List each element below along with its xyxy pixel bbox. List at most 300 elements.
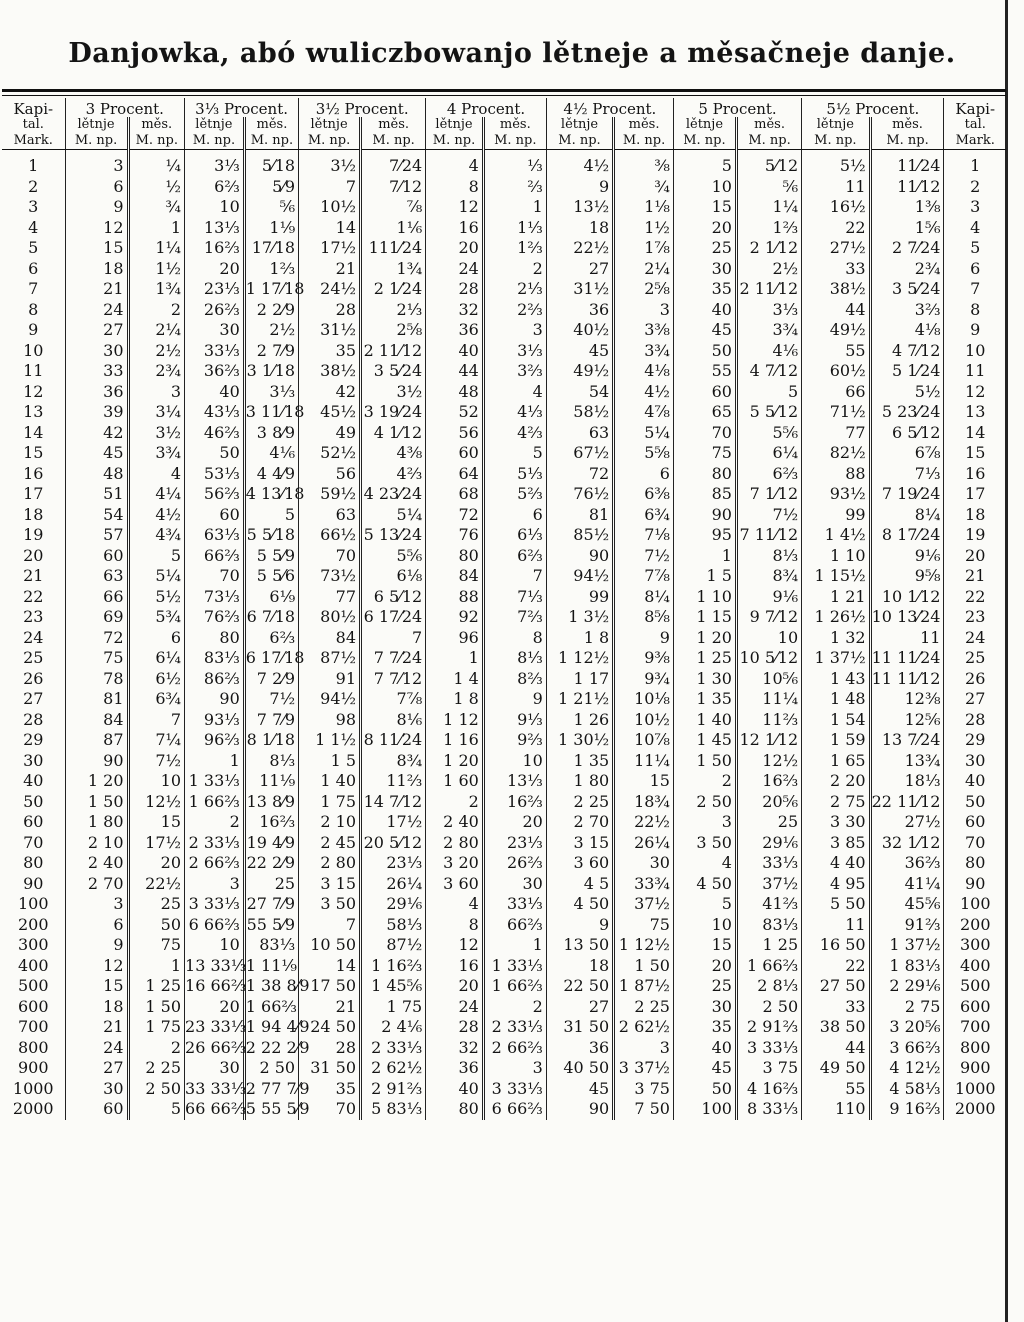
monthly-interest-cell: 5½ — [870, 382, 944, 403]
yearly-interest-cell: 1 80 — [65, 812, 128, 833]
table-row — [2, 730, 1006, 751]
capital-cell-right: 800 — [944, 1038, 1006, 1059]
monthly-interest-cell: 4⅞ — [614, 402, 674, 423]
monthly-interest-cell: 11⅔ — [736, 710, 801, 731]
yearly-interest-cell: 1 48 — [802, 689, 870, 710]
yearly-interest-cell: 63 — [546, 423, 613, 444]
yearly-interest-cell: 54 — [546, 382, 613, 403]
table-row — [2, 279, 1006, 300]
monthly-interest-cell: 6¼ — [736, 443, 801, 464]
monthly-interest-cell: 1 75 — [128, 1017, 184, 1038]
yearly-interest-cell: 1 60 — [426, 771, 484, 792]
yearly-interest-cell: 3 15 — [299, 874, 361, 895]
yearly-interest-cell: 36 — [546, 1038, 613, 1059]
capital-cell-right: 7 — [944, 279, 1006, 300]
monthly-interest-cell: 7 19⁄24 — [870, 484, 944, 505]
yearly-interest-cell: 64 — [426, 464, 484, 485]
monthly-interest-cell: 2 50 — [736, 997, 801, 1018]
yearly-interest-cell: 1 12½ — [546, 648, 613, 669]
table-row — [2, 464, 1006, 485]
header-unit-yearly: M. np. — [802, 133, 870, 150]
monthly-interest-cell: 4 58⅓ — [870, 1079, 944, 1100]
yearly-interest-cell: 66½ — [299, 525, 361, 546]
yearly-interest-cell: 24 50 — [299, 1017, 361, 1038]
yearly-interest-cell: 22 — [802, 218, 870, 239]
yearly-interest-cell: 6⅔ — [185, 177, 245, 198]
header-sub-monthly: měs. — [870, 117, 944, 133]
yearly-interest-cell: 94½ — [299, 689, 361, 710]
yearly-interest-cell: 21 — [299, 259, 361, 280]
yearly-interest-cell: 2 45 — [299, 833, 361, 854]
capital-cell-right: 5 — [944, 238, 1006, 259]
yearly-interest-cell: 36 — [546, 300, 613, 321]
monthly-interest-cell: 3⅔ — [483, 361, 546, 382]
yearly-interest-cell: 20 — [426, 976, 484, 997]
yearly-interest-cell: 56⅔ — [185, 484, 245, 505]
capital-cell: 2000 — [12, 1099, 54, 1118]
yearly-interest-cell: 12 — [426, 197, 484, 218]
yearly-interest-cell: 4 50 — [673, 874, 736, 895]
yearly-interest-cell: 45½ — [299, 402, 361, 423]
yearly-interest-cell: 65 — [673, 402, 736, 423]
yearly-interest-cell: 96⅔ — [185, 730, 245, 751]
yearly-interest-cell: 66 — [65, 587, 128, 608]
yearly-interest-cell: 52 — [426, 402, 484, 423]
header-capital-right: Kapi- — [944, 98, 1006, 117]
monthly-interest-cell: 3⅓ — [244, 382, 298, 403]
monthly-interest-cell: 14 7⁄12 — [361, 792, 426, 813]
monthly-interest-cell: 87½ — [361, 935, 426, 956]
yearly-interest-cell: 18 — [65, 997, 128, 1018]
yearly-interest-cell: 33 — [802, 259, 870, 280]
capital-cell: 8 — [28, 299, 39, 319]
header-sub-monthly: měs. — [483, 117, 546, 133]
table-row — [2, 525, 1006, 546]
capital-cell: 16 — [23, 463, 44, 483]
yearly-interest-cell: 20 — [426, 238, 484, 259]
yearly-interest-cell: 1 25 — [673, 648, 736, 669]
capital-cell: 20 — [23, 545, 44, 565]
monthly-interest-cell: 7 11⁄12 — [736, 525, 801, 546]
capital-cell-right: 90 — [944, 874, 1006, 895]
monthly-interest-cell: 1⅔ — [483, 238, 546, 259]
monthly-interest-cell: 11 11⁄24 — [870, 648, 944, 669]
monthly-interest-cell: 37½ — [736, 874, 801, 895]
monthly-interest-cell: 4 — [483, 382, 546, 403]
yearly-interest-cell: 5 — [673, 894, 736, 915]
yearly-interest-cell: 76½ — [546, 484, 613, 505]
yearly-interest-cell: 14 — [299, 956, 361, 977]
yearly-interest-cell: 77 — [299, 587, 361, 608]
yearly-interest-cell: 10 — [185, 935, 245, 956]
yearly-interest-cell: 40 — [185, 382, 245, 403]
monthly-interest-cell: 8 1⁄18 — [244, 730, 298, 751]
monthly-interest-cell: 3⅜ — [614, 320, 674, 341]
monthly-interest-cell: 7½ — [736, 505, 801, 526]
monthly-interest-cell: 5 83⅓ — [361, 1099, 426, 1120]
yearly-interest-cell: 88 — [426, 587, 484, 608]
monthly-interest-cell: 20 — [483, 812, 546, 833]
monthly-interest-cell: 1 25 — [736, 935, 801, 956]
monthly-interest-cell: 7¼ — [128, 730, 184, 751]
header-sub-yearly: lětnje — [673, 117, 736, 133]
table-row — [2, 505, 1006, 526]
monthly-interest-cell: 1 16⅔ — [361, 956, 426, 977]
monthly-interest-cell: 6 5⁄12 — [361, 587, 426, 608]
yearly-interest-cell: 30 — [185, 320, 245, 341]
yearly-interest-cell: 33 — [65, 361, 128, 382]
yearly-interest-cell: 21 — [65, 1017, 128, 1038]
header-sub-monthly: měs. — [736, 117, 801, 133]
monthly-interest-cell: 7 7⁄24 — [361, 648, 426, 669]
table-row — [2, 689, 1006, 710]
yearly-interest-cell: 4½ — [546, 150, 613, 177]
yearly-interest-cell: 26 66⅔ — [185, 1037, 247, 1057]
monthly-interest-cell: 6 — [614, 464, 674, 485]
capital-cell: 90 — [23, 873, 44, 893]
monthly-interest-cell: 5 — [128, 1099, 184, 1120]
capital-cell-right: 20 — [944, 546, 1006, 567]
capital-cell: 18 — [23, 504, 44, 524]
monthly-interest-cell: 6¾ — [128, 689, 184, 710]
yearly-interest-cell: 80½ — [299, 607, 361, 628]
table-row — [2, 218, 1006, 239]
yearly-interest-cell: 42 — [299, 382, 361, 403]
yearly-interest-cell: 36 — [426, 1058, 484, 1079]
capital-cell: 200 — [17, 914, 49, 934]
yearly-interest-cell: 1 — [185, 751, 245, 772]
capital-cell-right: 50 — [944, 792, 1006, 813]
yearly-interest-cell: 16½ — [802, 197, 870, 218]
header-sub-yearly: lětnje — [426, 117, 484, 133]
monthly-interest-cell: 8¾ — [736, 566, 801, 587]
yearly-interest-cell: 110 — [802, 1099, 870, 1120]
header-unit-monthly: M. np. — [736, 133, 801, 150]
monthly-interest-cell: 1⅛ — [614, 197, 674, 218]
yearly-interest-cell: 1 37½ — [802, 648, 870, 669]
capital-cell: 900 — [17, 1058, 49, 1077]
yearly-interest-cell: 36 — [65, 382, 128, 403]
monthly-interest-cell: 1 94 4⁄9 — [245, 1017, 310, 1036]
yearly-interest-cell: 40 — [426, 341, 484, 362]
table-row — [2, 300, 1006, 321]
yearly-interest-cell: 1 40 — [673, 710, 736, 731]
yearly-interest-cell: 1 20 — [426, 751, 484, 772]
yearly-interest-cell: 6 — [65, 915, 128, 936]
yearly-interest-cell: 27 — [65, 320, 128, 341]
yearly-interest-cell: 90 — [185, 689, 245, 710]
yearly-interest-cell: 16 — [426, 218, 484, 239]
monthly-interest-cell: 1⅚ — [870, 218, 944, 239]
yearly-interest-cell: 3 — [185, 874, 245, 895]
yearly-interest-cell: 55 — [802, 1079, 870, 1100]
monthly-interest-cell: 6 17⁄18 — [245, 648, 305, 667]
yearly-interest-cell: 11 — [802, 177, 870, 198]
monthly-interest-cell: 11⁄12 — [870, 177, 944, 198]
capital-cell-right: 29 — [944, 730, 1006, 751]
yearly-interest-cell: 73⅓ — [185, 587, 245, 608]
capital-cell-right: 26 — [944, 669, 1006, 690]
monthly-interest-cell: 7½ — [614, 546, 674, 567]
table-row — [2, 423, 1006, 444]
yearly-interest-cell: 55 — [802, 341, 870, 362]
yearly-interest-cell: 27 — [546, 259, 613, 280]
yearly-interest-cell: 45 — [673, 1058, 736, 1079]
yearly-interest-cell: 2 50 — [673, 792, 736, 813]
header-capital-left-sub: tal. — [22, 117, 44, 132]
yearly-interest-cell: 90 — [546, 546, 613, 567]
monthly-interest-cell: 11¼ — [736, 689, 801, 710]
yearly-interest-cell: 1 35 — [546, 751, 613, 772]
yearly-interest-cell: 1 30 — [673, 669, 736, 690]
monthly-interest-cell: 2½ — [736, 259, 801, 280]
yearly-interest-cell: 96 — [426, 628, 484, 649]
monthly-interest-cell: 3¾ — [614, 341, 674, 362]
yearly-interest-cell: 1 26 — [546, 710, 613, 731]
capital-cell-right: 900 — [944, 1058, 1006, 1079]
yearly-interest-cell: 1 21½ — [546, 689, 613, 710]
header-unit-monthly: M. np. — [483, 133, 546, 150]
capital-cell-right: 4 — [944, 218, 1006, 239]
monthly-interest-cell: 1¼ — [128, 238, 184, 259]
monthly-interest-cell: 12½ — [736, 751, 801, 772]
monthly-interest-cell: 5½ — [128, 587, 184, 608]
yearly-interest-cell: 10 — [673, 177, 736, 198]
yearly-interest-cell: 1 5 — [673, 566, 736, 587]
monthly-interest-cell: 3 — [128, 382, 184, 403]
monthly-interest-cell: 18⅓ — [870, 771, 944, 792]
monthly-interest-cell: 9 16⅔ — [870, 1099, 944, 1120]
yearly-interest-cell: 4 50 — [546, 894, 613, 915]
header-unit-yearly: M. np. — [65, 133, 128, 150]
yearly-interest-cell: 2 33⅓ — [185, 833, 245, 854]
monthly-interest-cell: 30 — [483, 874, 546, 895]
monthly-interest-cell: 2½ — [128, 341, 184, 362]
capital-cell: 22 — [23, 586, 44, 606]
monthly-interest-cell: 4⅔ — [361, 464, 426, 485]
monthly-interest-cell: 16⅔ — [483, 792, 546, 813]
capital-cell-right: 12 — [944, 382, 1006, 403]
yearly-interest-cell: 4 95 — [802, 874, 870, 895]
capital-cell: 700 — [17, 1017, 49, 1036]
monthly-interest-cell: 22½ — [128, 874, 184, 895]
yearly-interest-cell: 20 — [673, 218, 736, 239]
capital-cell-right: 1000 — [944, 1079, 1006, 1100]
yearly-interest-cell: 31½ — [299, 320, 361, 341]
monthly-interest-cell: 10 — [483, 751, 546, 772]
yearly-interest-cell: 66 66⅔ — [185, 1099, 247, 1118]
capital-cell-right: 100 — [944, 894, 1006, 915]
monthly-interest-cell: 5⅚ — [736, 423, 801, 444]
capital-cell-right: 60 — [944, 812, 1006, 833]
monthly-interest-cell: 10 13⁄24 — [870, 607, 944, 628]
yearly-interest-cell: 3 50 — [673, 833, 736, 854]
monthly-interest-cell: 2 — [483, 997, 546, 1018]
yearly-interest-cell: 85 — [673, 484, 736, 505]
capital-cell-right: 9 — [944, 320, 1006, 341]
yearly-interest-cell: 3 — [673, 812, 736, 833]
header-rate-3-1-2: 3½ Procent. — [299, 98, 426, 117]
monthly-interest-cell: 1⅙ — [361, 218, 426, 239]
monthly-interest-cell: 3 66⅔ — [870, 1038, 944, 1059]
monthly-interest-cell: 3¾ — [736, 320, 801, 341]
capital-cell-right: 200 — [944, 915, 1006, 936]
monthly-interest-cell: 7⁄24 — [361, 150, 426, 177]
yearly-interest-cell: 24½ — [299, 279, 361, 300]
monthly-interest-cell: 12 1⁄12 — [736, 730, 801, 751]
monthly-interest-cell: 5 23⁄24 — [870, 402, 944, 423]
capital-cell: 14 — [23, 422, 44, 442]
yearly-interest-cell: 1 15 — [673, 607, 736, 628]
monthly-interest-cell: 22½ — [614, 812, 674, 833]
monthly-interest-cell: 4 13⁄18 — [245, 484, 305, 503]
capital-cell: 24 — [23, 627, 44, 647]
header-rate-5-1-2: 5½ Procent. — [802, 98, 944, 117]
monthly-interest-cell: 9⅜ — [614, 648, 674, 669]
monthly-interest-cell: 7⅔ — [483, 607, 546, 628]
capital-cell: 4 — [28, 217, 39, 237]
yearly-interest-cell: 25 — [673, 976, 736, 997]
yearly-interest-cell: 1 59 — [802, 730, 870, 751]
yearly-interest-cell: 27 — [65, 1058, 128, 1079]
yearly-interest-cell: 24 — [65, 300, 128, 321]
monthly-interest-cell: 2⅝ — [614, 279, 674, 300]
monthly-interest-cell: 7⅓ — [483, 587, 546, 608]
capital-cell-right: 11 — [944, 361, 1006, 382]
yearly-interest-cell: 92 — [426, 607, 484, 628]
monthly-interest-cell: 6⅜ — [614, 484, 674, 505]
yearly-interest-cell: 5 50 — [802, 894, 870, 915]
monthly-interest-cell: 11⅔ — [361, 771, 426, 792]
capital-cell-right: 14 — [944, 423, 1006, 444]
capital-cell: 23 — [23, 607, 44, 626]
yearly-interest-cell: 2 20 — [802, 771, 870, 792]
monthly-interest-cell: 3 75 — [736, 1058, 801, 1079]
yearly-interest-cell: 75 — [65, 648, 128, 669]
monthly-interest-cell: 4 — [128, 464, 184, 485]
yearly-interest-cell: 36 — [426, 320, 484, 341]
capital-cell-right: 2 — [944, 177, 1006, 198]
capital-cell: 9 — [28, 320, 39, 339]
monthly-interest-cell: 9 7⁄12 — [736, 607, 801, 628]
yearly-interest-cell: 3 85 — [802, 833, 870, 854]
monthly-interest-cell: 3⅓ — [483, 341, 546, 362]
monthly-interest-cell: 2 91⅔ — [736, 1017, 801, 1038]
yearly-interest-cell: 87 — [65, 730, 128, 751]
monthly-interest-cell: 4¾ — [128, 525, 184, 546]
monthly-interest-cell: 7 7⁄12 — [361, 669, 426, 690]
yearly-interest-cell: 3 — [65, 894, 128, 915]
yearly-interest-cell: 2 75 — [802, 792, 870, 813]
yearly-interest-cell: 4 40 — [802, 853, 870, 874]
table-row — [2, 197, 1006, 218]
yearly-interest-cell: 53⅓ — [185, 464, 245, 485]
yearly-interest-cell: 70 — [299, 1099, 361, 1120]
header-sub-monthly: měs. — [361, 117, 426, 133]
monthly-interest-cell: 6¼ — [128, 648, 184, 669]
monthly-interest-cell: 6⅔ — [736, 464, 801, 485]
monthly-interest-cell: 25 — [244, 874, 298, 895]
monthly-interest-cell: 4½ — [614, 382, 674, 403]
header-rate-3-1-3: 3⅓ Procent. — [185, 98, 299, 117]
capital-cell-right: 10 — [944, 341, 1006, 362]
monthly-interest-cell: 5⅚ — [361, 546, 426, 567]
monthly-interest-cell: 8⅝ — [614, 607, 674, 628]
monthly-interest-cell: 18¾ — [614, 792, 674, 813]
yearly-interest-cell: 9 — [65, 935, 128, 956]
capital-cell-right: 28 — [944, 710, 1006, 731]
yearly-interest-cell: 27½ — [802, 238, 870, 259]
yearly-interest-cell: 3⅓ — [185, 150, 245, 177]
monthly-interest-cell: 13 7⁄24 — [870, 730, 944, 751]
yearly-interest-cell: 83⅓ — [185, 648, 245, 669]
capital-cell-right: 13 — [944, 402, 1006, 423]
yearly-interest-cell: 27 — [546, 997, 613, 1018]
yearly-interest-cell: 76 — [426, 525, 484, 546]
yearly-interest-cell: 2 40 — [426, 812, 484, 833]
monthly-interest-cell: 8 17⁄24 — [870, 525, 944, 546]
monthly-interest-cell: 1⅞ — [614, 238, 674, 259]
yearly-interest-cell: 40½ — [546, 320, 613, 341]
yearly-interest-cell: 24 — [426, 997, 484, 1018]
yearly-interest-cell: 30 — [673, 997, 736, 1018]
yearly-interest-cell: 15 — [65, 976, 128, 997]
monthly-interest-cell: 17½ — [361, 812, 426, 833]
page-title: Danjowka, abó wuliczbowanjo lětneje a měsačneje danje. — [68, 38, 956, 69]
monthly-interest-cell: 1 50 — [128, 997, 184, 1018]
monthly-interest-cell: 15 — [614, 771, 674, 792]
monthly-interest-cell: 1 87½ — [614, 976, 674, 997]
capital-cell: 21 — [23, 566, 44, 585]
table-row — [2, 546, 1006, 567]
monthly-interest-cell: 1 — [128, 218, 184, 239]
monthly-interest-cell: ⅜ — [614, 150, 674, 177]
capital-cell: 12 — [23, 381, 44, 401]
yearly-interest-cell: 1 3½ — [546, 607, 613, 628]
yearly-interest-cell: 58½ — [546, 402, 613, 423]
yearly-interest-cell: 15 — [673, 197, 736, 218]
table-row — [2, 238, 1006, 259]
yearly-interest-cell: 10 — [185, 197, 245, 218]
monthly-interest-cell: 4 7⁄12 — [870, 341, 944, 362]
monthly-interest-cell: 3 5⁄24 — [361, 361, 426, 382]
yearly-interest-cell: 17 50 — [299, 976, 361, 997]
capital-cell: 3 — [28, 197, 39, 216]
monthly-interest-cell: 7⁄12 — [361, 177, 426, 198]
yearly-interest-cell: 84 — [426, 566, 484, 587]
monthly-interest-cell: 8⅔ — [483, 669, 546, 690]
yearly-interest-cell: 80 — [426, 546, 484, 567]
yearly-interest-cell: 42 — [65, 423, 128, 444]
header-unit-yearly: M. np. — [299, 133, 361, 150]
yearly-interest-cell: 28 — [299, 1038, 361, 1059]
monthly-interest-cell: 4 23⁄24 — [361, 484, 426, 505]
monthly-interest-cell: 13¾ — [870, 751, 944, 772]
monthly-interest-cell: ⅓ — [483, 150, 546, 177]
yearly-interest-cell: 2 70 — [65, 874, 128, 895]
yearly-interest-cell: 2 25 — [546, 792, 613, 813]
monthly-interest-cell: 4½ — [128, 505, 184, 526]
yearly-interest-cell: 56 — [299, 464, 361, 485]
monthly-interest-cell: 3 11⁄18 — [245, 402, 305, 421]
monthly-interest-cell: 4⅔ — [483, 423, 546, 444]
yearly-interest-cell: 10½ — [299, 197, 361, 218]
yearly-interest-cell: 99 — [546, 587, 613, 608]
monthly-interest-cell: 3½ — [361, 382, 426, 403]
header-sub-monthly: měs. — [244, 117, 298, 133]
monthly-interest-cell: 26¼ — [614, 833, 674, 854]
yearly-interest-cell: 20 — [185, 997, 245, 1018]
